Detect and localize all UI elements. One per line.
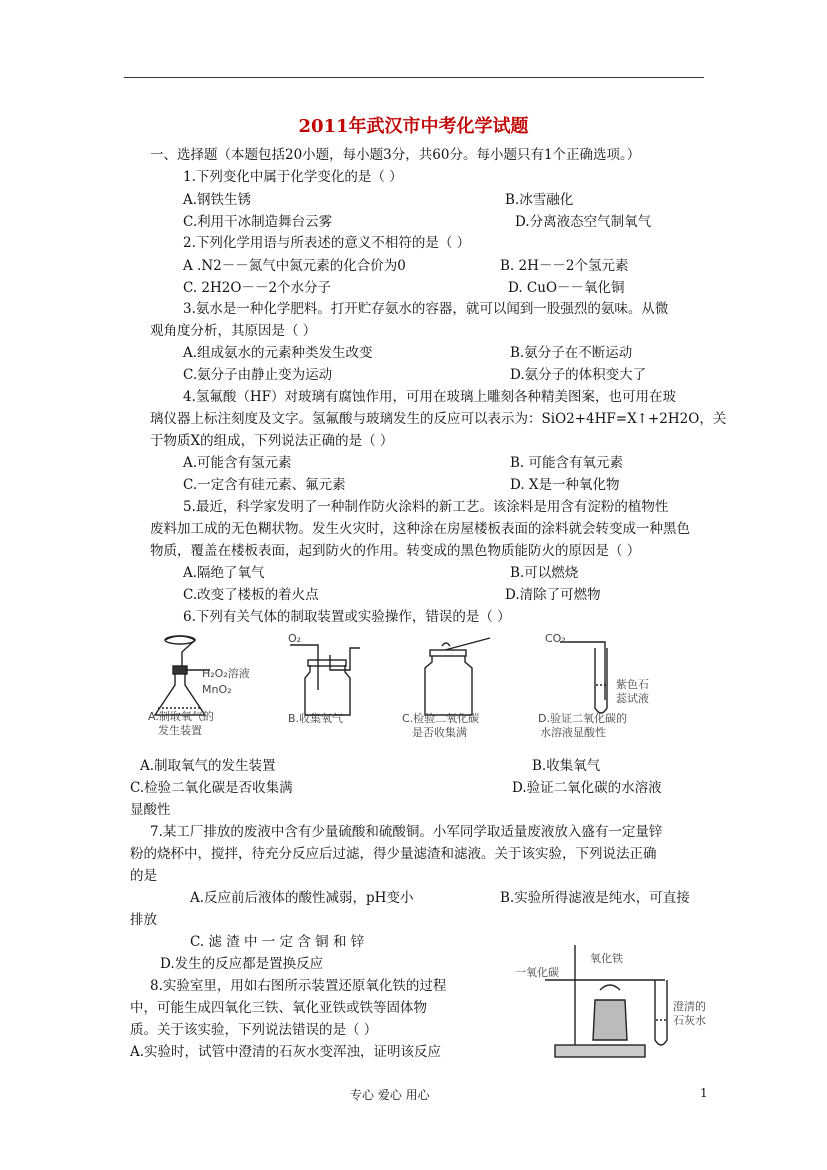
- page-title: 2011年武汉市中考化学试题: [298, 116, 529, 137]
- text-line: A .N2－－氮气中氮元素的化合价为0: [183, 258, 406, 274]
- text-line: B. 可能含有氧元素: [510, 455, 624, 471]
- text-line: A.制取氧气的发生装置: [140, 758, 276, 774]
- text-line: D.清除了可燃物: [505, 587, 601, 603]
- text-line: A.隔绝了氧气: [183, 565, 265, 581]
- text-line: A.反应前后液体的酸性减弱，pH变小: [190, 890, 414, 906]
- figure-q8-apparatus: [515, 940, 715, 1065]
- text-line: C. 滤 渣 中 一 定 含 铜 和 锌: [190, 934, 365, 950]
- text-line: 于物质X的组成，下列说法正确的是（ ）: [150, 433, 394, 449]
- label-co2: CO₂: [545, 632, 566, 645]
- text-line: 观角度分析，其原因是（ ）: [150, 323, 317, 339]
- text-line: D. X是一种氧化物: [510, 477, 620, 493]
- text-line: 中，可能生成四氧化三铁、氧化亚铁或铁等固体物: [130, 1000, 427, 1016]
- caption-a-line1: A.制取氧气的: [148, 710, 214, 723]
- apparatus-c: [425, 638, 490, 715]
- text-line: 废料加工成的无色糊状物。发生火灾时，这种涂在房屋楼板表面的涂料就会转变成一种黑色: [150, 521, 690, 537]
- text-line: A.可能含有氢元素: [183, 455, 292, 471]
- caption-c-line1: C.检验二氧化碳: [402, 712, 480, 725]
- text-line: 粉的烧杯中，搅拌，待充分反应后过滤，得少量滤渣和滤液。关于该实验，下列说法正确: [130, 846, 657, 862]
- text-line: B.冰雪融化: [505, 192, 574, 208]
- text-line: 2.下列化学用语与所表述的意义不相符的是（ ）: [183, 235, 471, 251]
- text-line: C.一定含有硅元素、氟元素: [183, 477, 346, 493]
- caption-c-line2: 是否收集满: [412, 726, 467, 739]
- text-line: 4.氢氟酸（HF）对玻璃有腐蚀作用，可用在玻璃上雕刻各种精美图案，也可用在玻: [183, 389, 677, 405]
- section-heading: 一、选择题（本题包括20小题，每小题3分，共60分。每小题只有1个正确选项。）: [150, 147, 641, 163]
- header-rule: [124, 77, 704, 78]
- text-line: A.实验时，试管中澄清的石灰水变浑浊，证明该反应: [130, 1044, 442, 1060]
- text-line: B. 2H－－2个氢元素: [500, 258, 629, 274]
- label-o2: O₂: [288, 632, 302, 645]
- label-h2o2: H₂O₂溶液: [202, 667, 250, 680]
- text-line: 5.最近，科学家发明了一种制作防火涂料的新工艺。该涂料是用含有淀粉的植物性: [183, 499, 669, 515]
- text-line: B.可以燃烧: [510, 565, 579, 581]
- apparatus-b: [290, 645, 360, 715]
- label-fe2o3: 氧化铁: [590, 952, 623, 965]
- text-line: B.实验所得滤液是纯水，可直接: [500, 890, 690, 906]
- text-line: 6.下列有关气体的制取装置或实验操作，错误的是（ ）: [183, 609, 511, 625]
- text-line: 1.下列变化中属于化学变化的是（ ）: [183, 169, 403, 185]
- figure-q6-apparatus: [140, 630, 680, 750]
- text-line: C.检验二氧化碳是否收集满: [130, 780, 293, 796]
- text-line: 显酸性: [130, 802, 171, 818]
- caption-a-line2: 发生装置: [158, 724, 202, 737]
- caption-d-line1: D.验证二氧化碳的: [538, 712, 627, 725]
- text-line: C.改变了楼板的着火点: [183, 587, 319, 603]
- label-mno2: MnO₂: [202, 683, 232, 696]
- text-line: C.氨分子由静止变为运动: [183, 367, 333, 383]
- label-co: 一氧化碳: [515, 966, 559, 979]
- apparatus-d: [560, 642, 607, 713]
- text-line: D.发生的反应都是置换反应: [160, 956, 324, 972]
- text-line: 3.氨水是一种化学肥料。打开贮存氨水的容器，就可以闻到一股强烈的氨味。从微: [183, 301, 669, 317]
- label-limewater-1: 澄清的: [673, 1000, 706, 1013]
- text-line: B.收集氧气: [532, 758, 601, 774]
- text-line: 质。关于该实验，下列说法错误的是（ ）: [130, 1022, 378, 1038]
- footer-motto: 专心 爱心 用心: [350, 1088, 430, 1102]
- text-line: A.组成氨水的元素种类发生改变: [183, 345, 373, 361]
- label-litmus-2: 蕊试液: [616, 692, 649, 705]
- caption-d-line2: 水溶液显酸性: [540, 726, 606, 739]
- text-line: 排放: [130, 912, 157, 928]
- text-line: D.分离液态空气制氧气: [515, 214, 652, 230]
- text-line: 的是: [130, 868, 157, 884]
- text-line: 物质，覆盖在楼板表面，起到防火的作用。转变成的黑色物质能防火的原因是（ ）: [150, 543, 641, 559]
- text-line: C.利用干冰制造舞台云雾: [183, 214, 333, 230]
- text-line: 8.实验室里，用如右图所示装置还原氧化铁的过程: [150, 978, 447, 994]
- label-litmus-1: 紫色石: [616, 678, 649, 691]
- text-line: 7.某工厂排放的废液中含有少量硫酸和硫酸铜。小军同学取适量废液放入盛有一定量锌: [150, 824, 663, 840]
- page-number: 1: [700, 1086, 708, 1100]
- text-line: D.氨分子的体积变大了: [510, 367, 647, 383]
- text-line: B.氨分子在不断运动: [510, 345, 633, 361]
- text-line: 璃仪器上标注刻度及文字。氢氟酸与玻璃发生的反应可以表示为：SiO2+4HF=X↑+2H2O，关: [150, 411, 727, 427]
- text-line: D. CuO－－氧化铜: [508, 280, 625, 296]
- label-limewater-2: 石灰水: [673, 1014, 706, 1027]
- text-line: C. 2H2O－－2个水分子: [183, 280, 332, 296]
- text-line: A.钢铁生锈: [183, 192, 252, 208]
- text-line: D.验证二氧化碳的水溶液: [512, 780, 662, 796]
- caption-b: B.收集氧气: [288, 712, 344, 725]
